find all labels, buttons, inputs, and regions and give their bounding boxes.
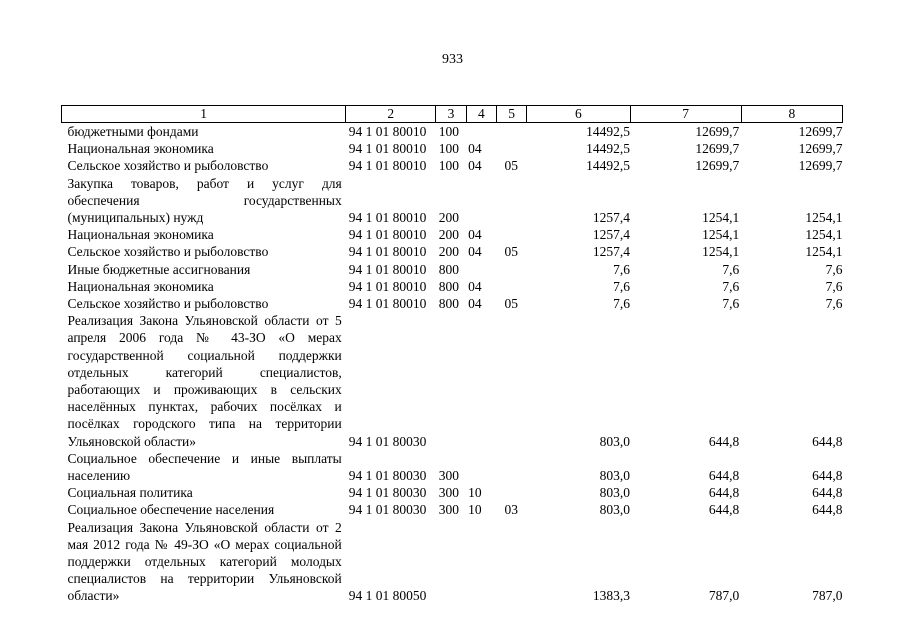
amount-col7: 644,8	[708, 485, 740, 501]
row-name: Иные бюджетные ассигнования	[67, 261, 251, 277]
subsection-code: 05	[504, 158, 518, 174]
section-code	[466, 312, 496, 450]
expense-type-code: 300	[438, 502, 460, 518]
amount-col7: 7,6	[722, 261, 740, 277]
amount-col7: 12699,7	[695, 158, 740, 174]
target-article-code: 94 1 01 80030	[348, 502, 427, 518]
amount-col7: 1254,1	[702, 244, 740, 260]
subsection-code	[496, 519, 526, 605]
amount-col6: 7,6	[613, 296, 631, 312]
column-header: 4	[466, 106, 496, 123]
amount-col8: 787,0	[812, 588, 843, 604]
amount-col7: 7,6	[722, 296, 740, 312]
amount-col8: 644,8	[812, 468, 843, 484]
section-code: 04	[468, 141, 482, 157]
section-code	[466, 175, 496, 227]
column-header: 6	[527, 106, 630, 123]
column-header: 8	[741, 106, 842, 123]
subsection-code	[496, 261, 526, 278]
amount-col8: 1254,1	[805, 227, 843, 243]
expense-type-code: 800	[438, 261, 460, 277]
table-row	[62, 226, 843, 243]
target-article-code: 94 1 01 80010	[348, 244, 427, 260]
target-article-code: 94 1 01 80010	[348, 261, 427, 277]
amount-col8: 644,8	[812, 502, 843, 518]
table-row	[62, 501, 843, 518]
subsection-code	[496, 123, 526, 141]
subsection-code	[496, 140, 526, 157]
amount-col6: 1257,4	[592, 244, 631, 260]
row-name: Сельское хозяйство и рыболовство	[67, 296, 269, 312]
table-header	[62, 106, 843, 123]
budget-table	[61, 105, 843, 605]
amount-col7: 1254,1	[702, 210, 740, 226]
section-code: 04	[468, 296, 482, 312]
amount-col8: 1254,1	[805, 244, 843, 260]
table-row	[62, 175, 843, 227]
column-header: 3	[436, 106, 466, 123]
amount-col7: 644,8	[708, 433, 740, 449]
amount-col7: 787,0	[708, 588, 740, 604]
amount-col8: 1254,1	[805, 210, 843, 226]
amount-col6: 803,0	[599, 502, 631, 518]
expense-type-code: 300	[438, 468, 460, 484]
expense-type-code: 100	[438, 141, 460, 157]
expense-type-code	[436, 312, 466, 450]
subsection-code: 05	[504, 244, 518, 260]
page-number: 933	[442, 52, 463, 67]
target-article-code: 94 1 01 80010	[348, 158, 427, 174]
subsection-code: 05	[504, 296, 518, 312]
expense-type-code: 100	[438, 124, 460, 139]
row-name: бюджетными фондами	[67, 124, 199, 139]
section-code	[466, 519, 496, 605]
section-code	[466, 123, 496, 141]
amount-col6: 7,6	[613, 278, 631, 294]
expense-type-code	[436, 519, 466, 605]
table-row	[62, 278, 843, 295]
table-row	[62, 157, 843, 174]
table-body	[62, 123, 843, 605]
amount-col7: 644,8	[708, 468, 740, 484]
target-article-code: 94 1 01 80030	[348, 485, 427, 501]
row-name: Социальная политика	[67, 485, 193, 501]
row-name: Сельское хозяйство и рыболовство	[67, 158, 269, 174]
amount-col8: 644,8	[812, 485, 843, 501]
table-row	[62, 261, 843, 278]
table-row	[62, 243, 843, 260]
section-code: 10	[468, 502, 482, 518]
amount-col8: 12699,7	[798, 158, 843, 174]
section-code: 04	[468, 227, 482, 243]
subsection-code: 03	[504, 502, 518, 518]
amount-col6: 803,0	[599, 485, 631, 501]
target-article-code: 94 1 01 80030	[348, 468, 427, 484]
target-article-code: 94 1 01 80050	[348, 588, 427, 604]
section-code: 04	[468, 278, 482, 294]
expense-type-code: 800	[438, 278, 460, 294]
table-row	[62, 519, 843, 605]
amount-col6: 1257,4	[592, 227, 631, 243]
amount-col6: 803,0	[599, 468, 631, 484]
amount-col8: 12699,7	[798, 124, 843, 139]
amount-col6: 1383,3	[592, 588, 631, 604]
subsection-code	[496, 278, 526, 295]
row-name: Реализация Закона Ульяновской области от 2 мая 2012 года № 49-ЗО «О мерах социальной поддержки отдельных категорий молодых специалистов на территории Ульяновской области»	[67, 519, 342, 604]
amount-col6: 14492,5	[586, 158, 631, 174]
expense-type-code: 200	[438, 244, 460, 260]
amount-col8: 7,6	[825, 278, 843, 294]
table-row	[62, 140, 843, 157]
section-code	[466, 450, 496, 484]
section-code: 10	[468, 485, 482, 501]
amount-col7: 7,6	[722, 278, 740, 294]
amount-col8: 7,6	[825, 296, 843, 312]
expense-type-code: 800	[438, 296, 460, 312]
target-article-code: 94 1 01 80010	[348, 227, 427, 243]
subsection-code	[496, 312, 526, 450]
subsection-code	[496, 484, 526, 501]
table-row	[62, 484, 843, 501]
target-article-code: 94 1 01 80010	[348, 210, 427, 226]
amount-col8: 644,8	[812, 433, 843, 449]
section-code: 04	[468, 244, 482, 260]
expense-type-code: 300	[438, 485, 460, 501]
target-article-code: 94 1 01 80010	[348, 278, 427, 294]
row-name: Национальная экономика	[67, 227, 214, 243]
column-header: 1	[62, 106, 346, 123]
subsection-code	[496, 450, 526, 484]
target-article-code: 94 1 01 80030	[348, 433, 427, 449]
target-article-code: 94 1 01 80010	[348, 124, 427, 139]
section-code	[466, 261, 496, 278]
row-name: Сельское хозяйство и рыболовство	[67, 244, 269, 260]
expense-type-code: 200	[438, 227, 460, 243]
row-name: Социальное обеспечение и иные выплаты населению	[67, 450, 342, 484]
amount-col6: 1257,4	[592, 210, 631, 226]
column-header: 7	[630, 106, 741, 123]
subsection-code	[496, 226, 526, 243]
amount-col6: 7,6	[613, 261, 631, 277]
table-row	[62, 450, 843, 484]
amount-col6: 14492,5	[586, 124, 631, 139]
amount-col8: 7,6	[825, 261, 843, 277]
table-row	[62, 295, 843, 312]
row-name: Национальная экономика	[67, 278, 214, 294]
target-article-code: 94 1 01 80010	[348, 141, 427, 157]
column-header: 2	[346, 106, 436, 123]
row-name: Социальное обеспечение населения	[67, 502, 275, 518]
amount-col7: 644,8	[708, 502, 740, 518]
target-article-code: 94 1 01 80010	[348, 296, 427, 312]
section-code: 04	[468, 158, 482, 174]
subsection-code	[496, 175, 526, 227]
column-header: 5	[496, 106, 526, 123]
amount-col7: 12699,7	[695, 124, 740, 139]
row-name: Реализация Закона Ульяновской области от 5 апреля 2006 года № 43-ЗО «О мерах государственной социальной поддержки отдельных категорий специалистов, работающих и проживающих в сельских населённых пунктах, рабочих посёлках и посёлках городского типа на территории Ульяновской области»	[67, 313, 342, 449]
amount-col6: 803,0	[599, 433, 631, 449]
row-name: Национальная экономика	[67, 141, 214, 157]
amount-col8: 12699,7	[798, 141, 843, 157]
expense-type-code: 100	[438, 158, 460, 174]
amount-col6: 14492,5	[586, 141, 631, 157]
table-row	[62, 312, 843, 450]
amount-col7: 1254,1	[702, 227, 740, 243]
expense-type-code: 200	[438, 210, 460, 226]
amount-col7: 12699,7	[695, 141, 740, 157]
row-name: Закупка товаров, работ и услуг для обеспечения государственных (муниципальных) нужд	[67, 175, 342, 226]
table-row	[62, 123, 843, 141]
